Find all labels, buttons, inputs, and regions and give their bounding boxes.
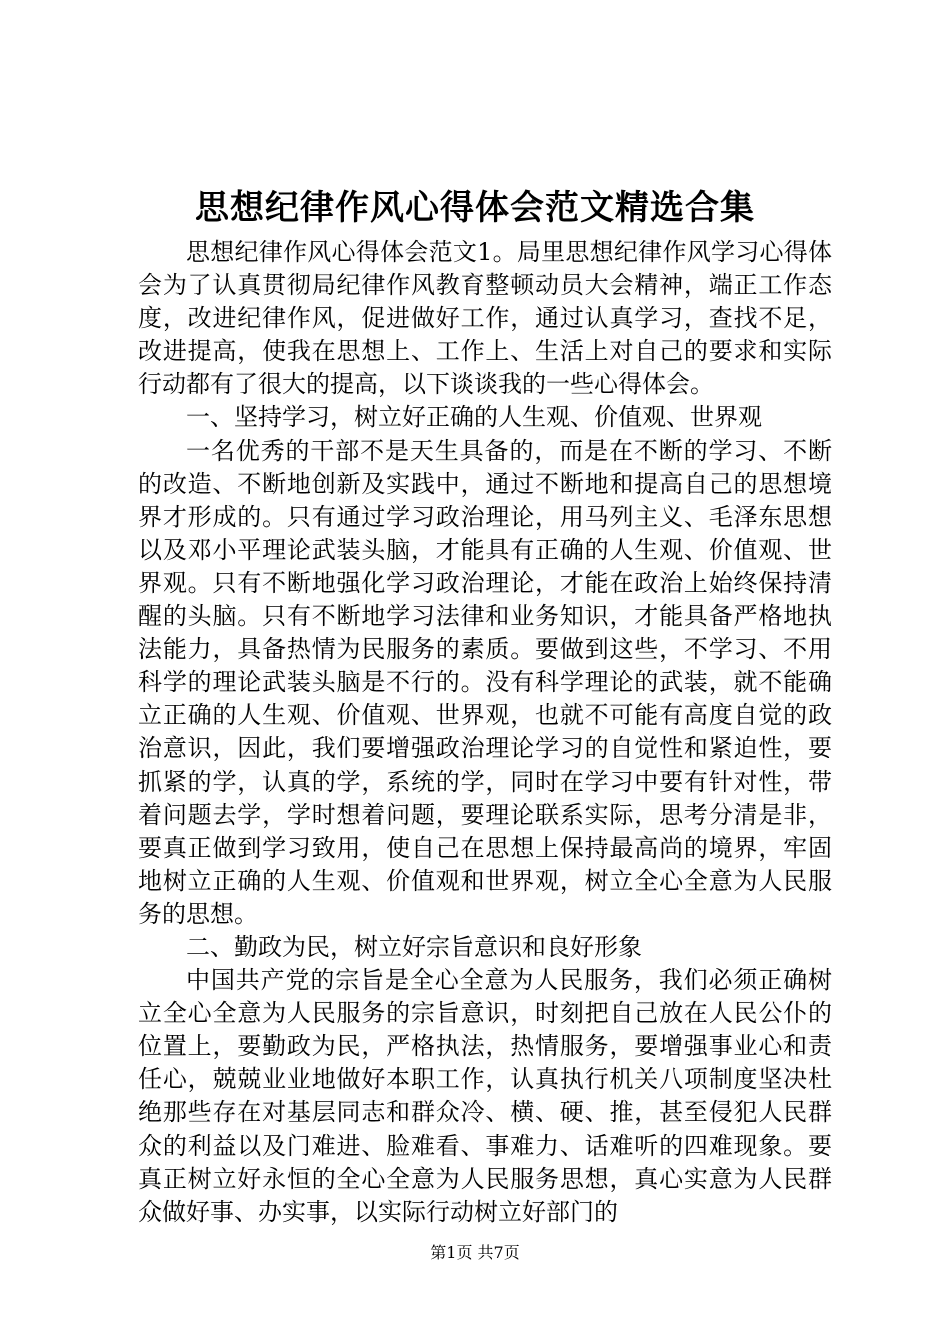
document-title: 思想纪律作风心得体会范文精选合集 <box>195 188 755 228</box>
page-number-footer: 第1页 共7页 <box>430 1243 520 1262</box>
heading-section-1: 一、坚持学习，树立好正确的人生观、价值观、世界观 <box>186 403 762 432</box>
paragraph-section-1: 一名优秀的干部不是天生具备的，而是在不断的学习、不断的改造、不断地创新及实践中，通过不断地和提高自己的思想境界才形成的。只有通过学习政治理论，用马列主义、毛泽东思想以及邓小平理论武装头脑，才能具有正确的人生观、价值观、世界观。只有不断地强化学习政治理论，才能在政治上始终保持清醒的头脑。只有不断地学习法律和业务知识，才能具备严格地执法能力，具备热情为民服务的素质。要做到这些，不学习、不用科学的理论武装头脑是不行的。没有科学理论的武装，就不能确立正确的人生观、价值观、世界观，也就不可能有高度自觉的政治意识，因此，我们要增强政治理论学习的自觉性和紧迫性，要抓紧的学，认真的学，系统的学，同时在学习中要有针对性，带着问题去学，学时想着问题，要理论联系实际，思考分清是非，要真正做到学习致用，使自己在思想上保持最高尚的境界，牢固地树立正确的人生观、价值观和世界观，树立全心全意为人民服务的思想。 <box>138 436 832 928</box>
paragraph-intro: 思想纪律作风心得体会范文1。局里思想纪律作风学习心得体会为了认真贯彻局纪律作风教育整顿动员大会精神，端正工作态度，改进纪律作风，促进做好工作，通过认真学习，查找不足，改进提高，使我在思想上、工作上、生活上对自己的要求和实际行动都有了很大的提高，以下谈谈我的一些心得体会。 <box>138 238 832 399</box>
paragraph-section-2: 中国共产党的宗旨是全心全意为人民服务，我们必须正确树立全心全意为人民服务的宗旨意识，时刻把自己放在人民公仆的位置上，要勤政为民，严格执法，热情服务，要增强事业心和责任心，兢兢业业地做好本职工作，认真执行机关八项制度坚决杜绝那些存在对基层同志和群众冷、横、硬、推，甚至侵犯人民群众的利益以及门难进、脸难看、事难力、话难听的四难现象。要真正树立好永恒的全心全意为人民服务思想，真心实意为人民群众做好事、办实事，以实际行动树立好部门的 <box>138 966 832 1226</box>
document-body <box>138 236 832 1229</box>
heading-section-2: 二、勤政为民，树立好宗旨意识和良好形象 <box>186 932 642 961</box>
